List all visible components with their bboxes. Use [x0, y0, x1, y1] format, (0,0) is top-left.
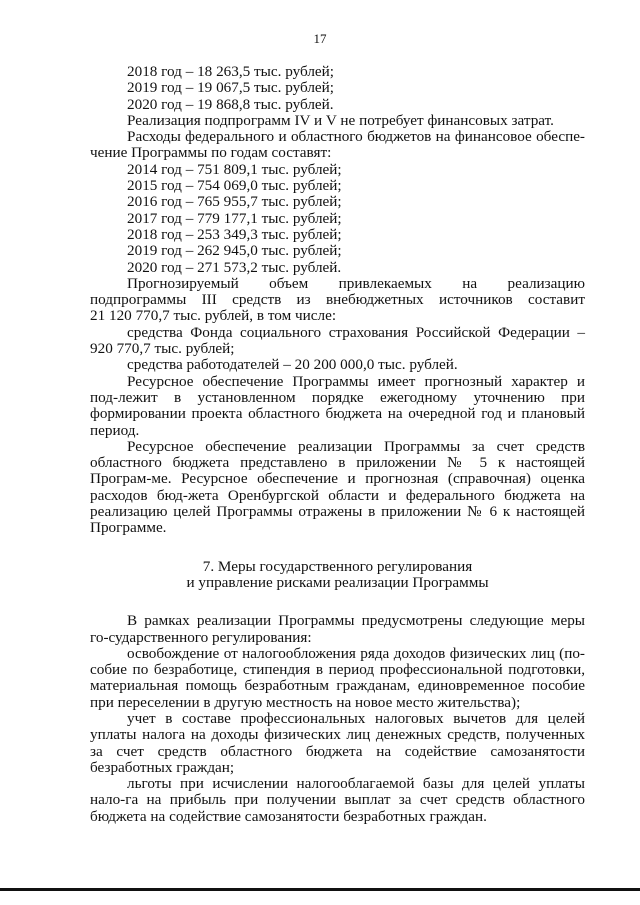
paragraph-deductions: учет в составе профессиональных налоговых вычетов для целей уплаты налога на доходы физических лиц денежных средств, полученных за счет средств областного бюджета на содействие самозанятости безработных граждан;: [90, 709, 585, 776]
document-body: [90, 64, 585, 825]
paragraph-exemption: освобождение от налогообложения ряда доходов физических лиц (по-собие по безработице, стипендия в период профессиональной подготовки, материальная помощь безработным гражданам, единовременное пособие при переселении в другую местность на новое место жительства);: [90, 644, 585, 711]
paragraph-forecast-line: подпрограммы III средств из внебюджетных источников составит: [90, 291, 585, 309]
list-item: 2019 год – 19 067,5 тыс. рублей;: [127, 79, 335, 97]
paragraph-expenses: Расходы федерального и областного бюджетов на финансовое обеспе-чение Программы по годам составят:: [90, 128, 585, 162]
list-item: 2016 год – 765 955,7 тыс. рублей;: [127, 193, 342, 211]
list-item: 2017 год – 779 177,1 тыс. рублей;: [127, 209, 342, 227]
list-item: 2018 год – 253 349,3 тыс. рублей;: [127, 225, 342, 243]
section-heading: и управление рисками реализации Программы: [186, 573, 489, 591]
list-item: 2020 год – 271 573,2 тыс. рублей.: [127, 258, 342, 276]
paragraph-measures-intro: В рамках реализации Программы предусмотрены следующие меры го-сударственного регулирования:: [90, 612, 585, 646]
paragraph-forecast-nature: Ресурсное обеспечение Программы имеет прогнозный характер и под-лежит в установленном порядке ежегодному уточнению при формировании проекта областного бюджета на очередной год и плановый период.: [90, 372, 585, 439]
paragraph-forecast-line: 21 120 770,7 тыс. рублей, в том числе:: [90, 307, 337, 325]
paragraph-forecast-line: Прогнозируемый объем привлекаемых на реализацию: [127, 274, 585, 292]
paragraph-benefits: льготы при исчислении налогооблагаемой базы для целей уплаты нало-га на прибыль при получении выплат за счет средств областного бюджета на содействие самозанятости безработных граждан.: [90, 775, 585, 825]
list-item: 2020 год – 19 868,8 тыс. рублей.: [127, 95, 334, 113]
list-item: 2019 год – 262 945,0 тыс. рублей;: [127, 242, 342, 260]
list-item: 2015 год – 754 069,0 тыс. рублей;: [127, 177, 342, 195]
list-item: 2018 год – 18 263,5 тыс. рублей;: [127, 63, 335, 80]
page-number: 17: [313, 31, 327, 46]
page-bottom-rule: [0, 888, 640, 891]
section-heading: 7. Меры государственного регулирования: [202, 557, 473, 575]
paragraph-appendix: Ресурсное обеспечение реализации Программы за счет средств областного бюджета представлено в приложении № 5 к настоящей Програм-ме. Ресурсное обеспечение и прогнозная (справочная) оценка расходов бюд-жета Оренбургской области и федерального бюджета на реализацию целей Программы отражены в приложении № 6 к настоящей Программе.: [90, 437, 585, 537]
list-item: 2014 год – 751 809,1 тыс. рублей;: [127, 160, 342, 178]
paragraph-subprograms: Реализация подпрограмм IV и V не потребует финансовых затрат.: [127, 111, 554, 129]
paragraph-fss: средства Фонда социального страхования Российской Федерации – 920 770,7 тыс. рублей;: [90, 323, 585, 358]
paragraph-employers: средства работодателей – 20 200 000,0 тыс. рублей.: [127, 356, 458, 374]
